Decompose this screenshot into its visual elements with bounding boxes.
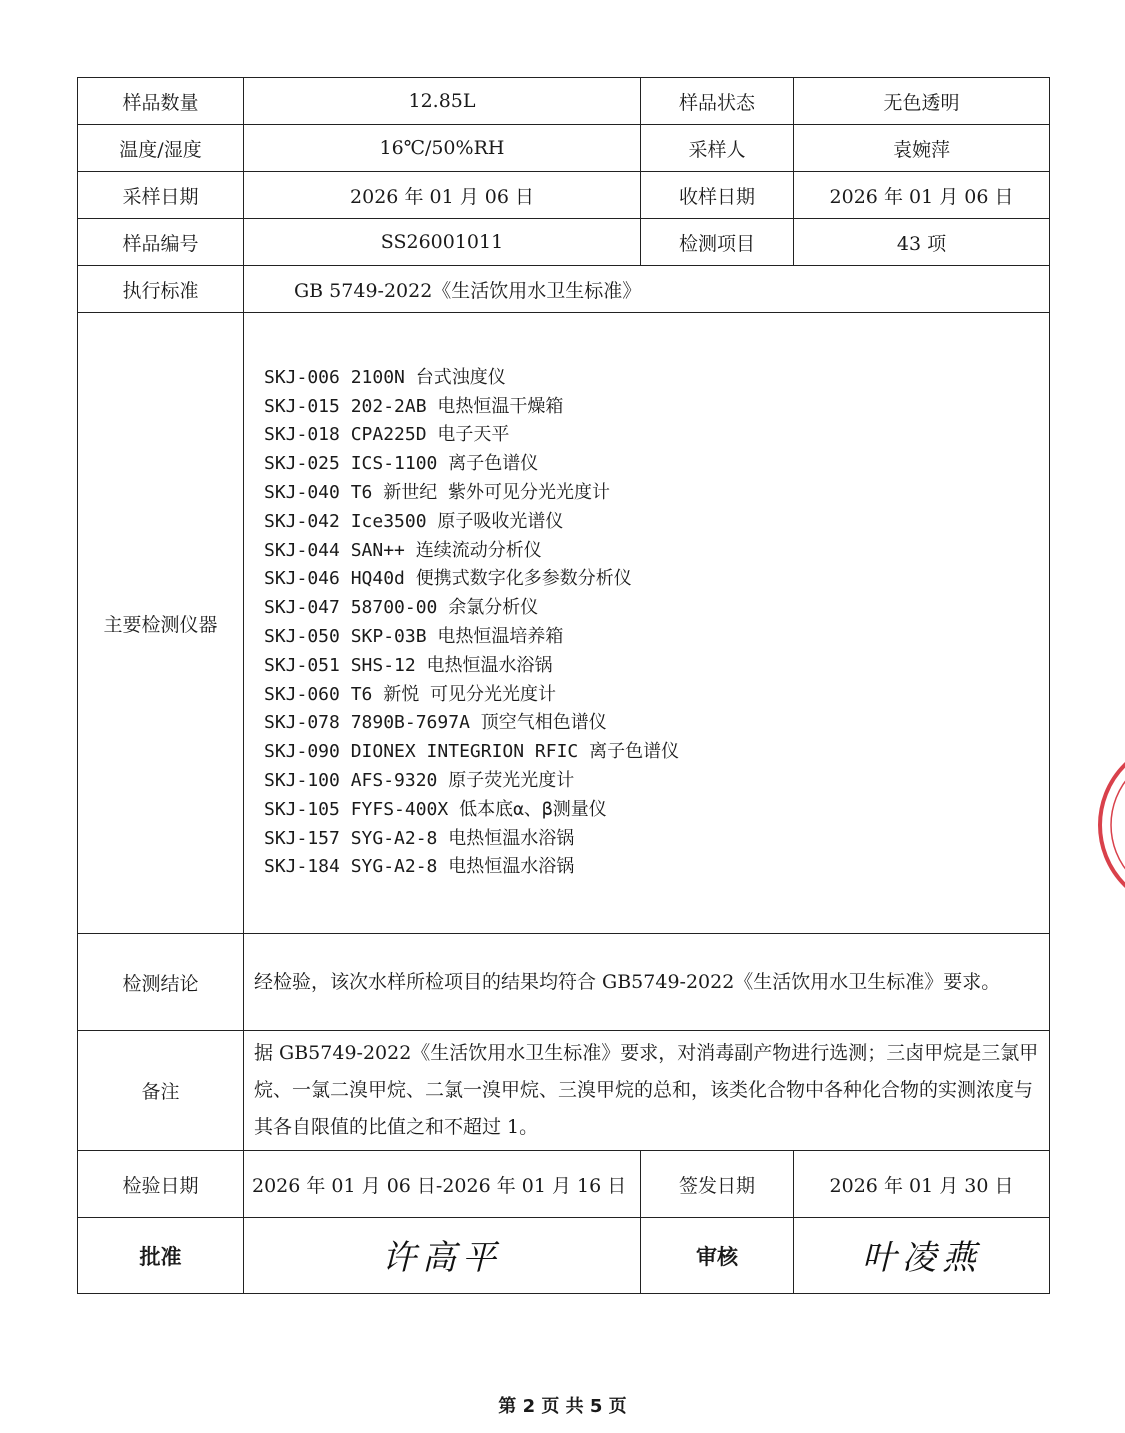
row-quantity bbox=[78, 78, 1050, 125]
review-label: 审核 bbox=[641, 1218, 794, 1294]
instrument-item: SKJ-090 DIONEX INTEGRION RFIC 离子色谱仪 bbox=[264, 741, 680, 763]
standard-value: GB 5749-2022《生活饮用水卫生标准》 bbox=[244, 266, 1050, 313]
row-standard bbox=[78, 266, 1050, 313]
instrument-item: SKJ-044 SAN++ 连续流动分析仪 bbox=[264, 539, 542, 561]
row-sample-no bbox=[78, 219, 1050, 266]
temp-label: 温度/湿度 bbox=[78, 125, 244, 172]
row-sample-date bbox=[78, 172, 1050, 219]
sampler-value: 袁婉萍 bbox=[794, 125, 1050, 172]
quantity-value: 12.85L bbox=[244, 78, 641, 125]
conclusion-label: 检测结论 bbox=[78, 934, 244, 1031]
approve-label: 批准 bbox=[78, 1218, 244, 1294]
review-signature-text: 叶凌燕 bbox=[861, 1237, 982, 1278]
approve-signature-text: 许高平 bbox=[382, 1237, 502, 1278]
instrument-item: SKJ-047 58700-00 余氯分析仪 bbox=[264, 597, 539, 619]
conclusion-text: 经检验，该次水样所检项目的结果均符合 GB5749-2022《生活饮用水卫生标准》要求。 bbox=[244, 934, 1050, 1031]
instrument-item: SKJ-015 202-2AB 电热恒温干燥箱 bbox=[264, 395, 564, 417]
instrument-item: SKJ-040 T6 新世纪 紫外可见分光光度计 bbox=[264, 482, 611, 504]
remark-label: 备注 bbox=[78, 1031, 244, 1151]
state-label: 样品状态 bbox=[641, 78, 794, 125]
sample-date-value: 2026 年 01 月 06 日 bbox=[244, 172, 641, 219]
approve-signature bbox=[244, 1218, 641, 1294]
row-approval bbox=[78, 1218, 1050, 1294]
page-footer: 第 2 页 共 5 页 bbox=[498, 1396, 627, 1417]
issue-date-label: 签发日期 bbox=[641, 1151, 794, 1218]
sample-no-value: SS26001011 bbox=[244, 219, 641, 266]
seal-stamp-icon bbox=[1085, 735, 1125, 915]
instrument-item: SKJ-105 FYFS-400X 低本底α、β测量仪 bbox=[264, 798, 607, 820]
test-date-label: 检验日期 bbox=[78, 1151, 244, 1218]
instrument-item: SKJ-157 SYG-A2-8 电热恒温水浴锅 bbox=[264, 827, 575, 849]
instrument-item: SKJ-078 7890B-7697A 顶空气相色谱仪 bbox=[264, 712, 607, 734]
temp-value: 16℃/50%RH bbox=[244, 125, 641, 172]
row-temp bbox=[78, 125, 1050, 172]
receive-date-label: 收样日期 bbox=[641, 172, 794, 219]
items-value: 43 项 bbox=[794, 219, 1050, 266]
review-signature bbox=[794, 1218, 1050, 1294]
instrument-item: SKJ-184 SYG-A2-8 电热恒温水浴锅 bbox=[264, 856, 575, 878]
items-label: 检测项目 bbox=[641, 219, 794, 266]
instruments-label: 主要检测仪器 bbox=[78, 313, 244, 934]
instrument-list bbox=[244, 313, 1050, 934]
instrument-item: SKJ-060 T6 新悦 可见分光光度计 bbox=[264, 683, 557, 705]
row-conclusion bbox=[78, 934, 1050, 1031]
remark-text: 据 GB5749-2022《生活饮用水卫生标准》要求，对消毒副产物进行选测；三卤甲烷是三氯甲烷、一氯二溴甲烷、二氯一溴甲烷、三溴甲烷的总和，该类化合物中各种化合物的实测浓度与其各自限值的比值之和不超过 1。 bbox=[244, 1031, 1050, 1151]
instrument-item: SKJ-050 SKP-03B 电热恒温培养箱 bbox=[264, 626, 564, 647]
issue-date-value: 2026 年 01 月 30 日 bbox=[794, 1151, 1050, 1218]
test-date-value: 2026 年 01 月 06 日-2026 年 01 月 16 日 bbox=[244, 1151, 641, 1218]
row-instruments bbox=[78, 313, 1050, 934]
row-remark bbox=[78, 1031, 1050, 1151]
instrument-item: SKJ-046 HQ40d 便携式数字化多参数分析仪 bbox=[264, 568, 632, 590]
instrument-item: SKJ-025 ICS-1100 离子色谱仪 bbox=[264, 453, 539, 475]
official-seal bbox=[1085, 735, 1125, 915]
approve-signature-image bbox=[352, 1231, 532, 1281]
instrument-item: SKJ-042 Ice3500 原子吸收光谱仪 bbox=[264, 510, 564, 532]
sampler-label: 采样人 bbox=[641, 125, 794, 172]
sample-no-label: 样品编号 bbox=[78, 219, 244, 266]
report-table bbox=[77, 77, 1050, 1294]
instrument-item: SKJ-018 CPA225D 电子天平 bbox=[264, 424, 510, 446]
quantity-label: 样品数量 bbox=[78, 78, 244, 125]
row-dates bbox=[78, 1151, 1050, 1218]
instrument-item: SKJ-051 SHS-12 电热恒温水浴锅 bbox=[264, 654, 553, 676]
standard-label: 执行标准 bbox=[78, 266, 244, 313]
review-signature-image bbox=[832, 1231, 1012, 1281]
instrument-item: SKJ-006 2100N 台式浊度仪 bbox=[264, 366, 506, 388]
instrument-item: SKJ-100 AFS-9320 原子荧光光度计 bbox=[264, 769, 575, 791]
state-value: 无色透明 bbox=[794, 78, 1050, 125]
receive-date-value: 2026 年 01 月 06 日 bbox=[794, 172, 1050, 219]
seal-ring bbox=[1100, 740, 1125, 910]
sample-date-label: 采样日期 bbox=[78, 172, 244, 219]
